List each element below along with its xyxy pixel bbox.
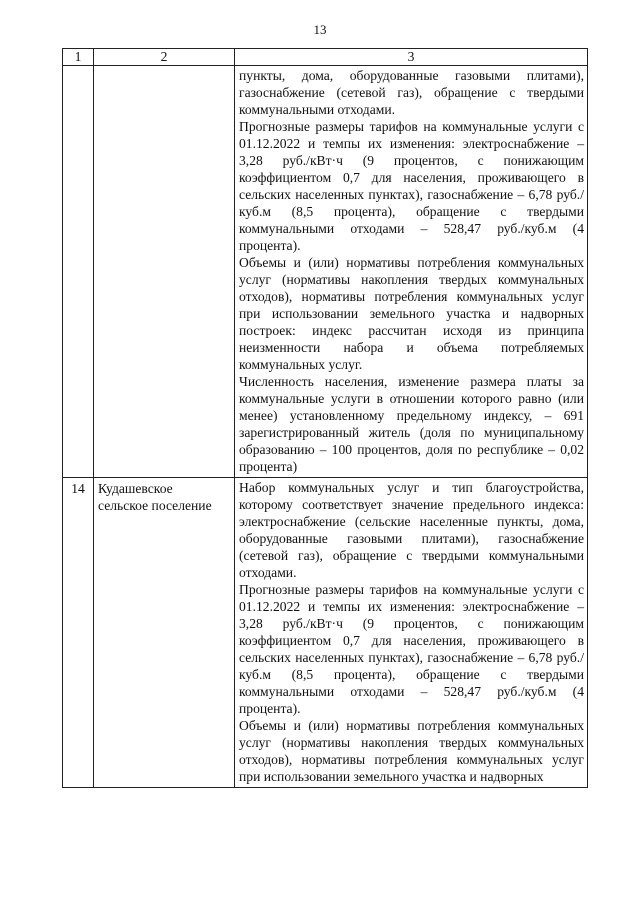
municipality-name-line: Кудашевское xyxy=(98,481,173,496)
row-name-cell xyxy=(94,66,235,478)
row-paragraph: Объемы и (или) нормативы потребления коммунальных услуг (нормативы накопления твердых коммунальных отходов), нормативы потребления коммунальных услуг при использовании земельного участка и надворных xyxy=(239,718,584,784)
row-paragraph: Прогнозные размеры тарифов на коммунальные услуги с 01.12.2022 и темпы их изменения: электроснабжение – 3,28 руб./кВт·ч (9 процентов, с понижающим коэффициентом 0,7 для населения, проживающего в сельских населенных пунктах), газоснабжение – 6,78 руб./куб.м (8,5 процента), обращение с твердыми коммунальными отходами – 528,47 руб./куб.м (4 процента). xyxy=(239,119,584,253)
row-number-cell: 14 xyxy=(63,478,94,788)
row-text-cell xyxy=(235,66,588,478)
row-paragraph: Набор коммунальных услуг и тип благоустройства, которому соответствует значение предельного индекса: электроснабжение (сельские населенные пункты, дома, оборудованные газовыми плитами), газоснабжение (сетевой газ), обращение с твердыми коммунальными отходами. xyxy=(239,480,584,580)
table-header-row xyxy=(63,49,588,66)
table-row xyxy=(63,66,588,478)
municipality-name-line: сельское поселение xyxy=(98,498,212,513)
row-paragraph: Прогнозные размеры тарифов на коммунальные услуги с 01.12.2022 и темпы их изменения: электроснабжение – 3,28 руб./кВт·ч (9 процентов, с понижающим коэффициентом 0,7 для населения, проживающего в сельских населенных пунктах), газоснабжение – 6,78 руб./куб.м (8,5 процента), обращение с твердыми коммунальными отходами – 528,47 руб./куб.м (4 процента). xyxy=(239,582,584,716)
header-col-2: 2 xyxy=(94,49,235,66)
header-col-3: 3 xyxy=(235,49,588,66)
row-paragraph: Численность населения, изменение размера платы за коммунальные услуги в отношении которого равно (или менее) установленному предельному индексу, – 691 зарегистрированный житель (доля по муниципальному образованию – 100 процентов, доля по республике – 0,02 процента) xyxy=(239,374,584,474)
row-text-cell xyxy=(235,478,588,788)
page-number: 13 xyxy=(313,22,327,37)
table-row xyxy=(63,478,588,788)
row-number-cell xyxy=(63,66,94,478)
document-table xyxy=(62,48,588,788)
header-col-1: 1 xyxy=(63,49,94,66)
row-name-cell xyxy=(94,478,235,788)
row-paragraph: пункты, дома, оборудованные газовыми плитами), газоснабжение (сетевой газ), обращение с твердыми коммунальными отходами. xyxy=(239,68,584,117)
row-paragraph: Объемы и (или) нормативы потребления коммунальных услуг (нормативы накопления твердых коммунальных отходов), нормативы потребления коммунальных услуг при использовании земельного участка и надворных построек: индекс рассчитан исходя из принципа неизменности набора и объема потребляемых коммунальных услуг. xyxy=(239,255,584,372)
